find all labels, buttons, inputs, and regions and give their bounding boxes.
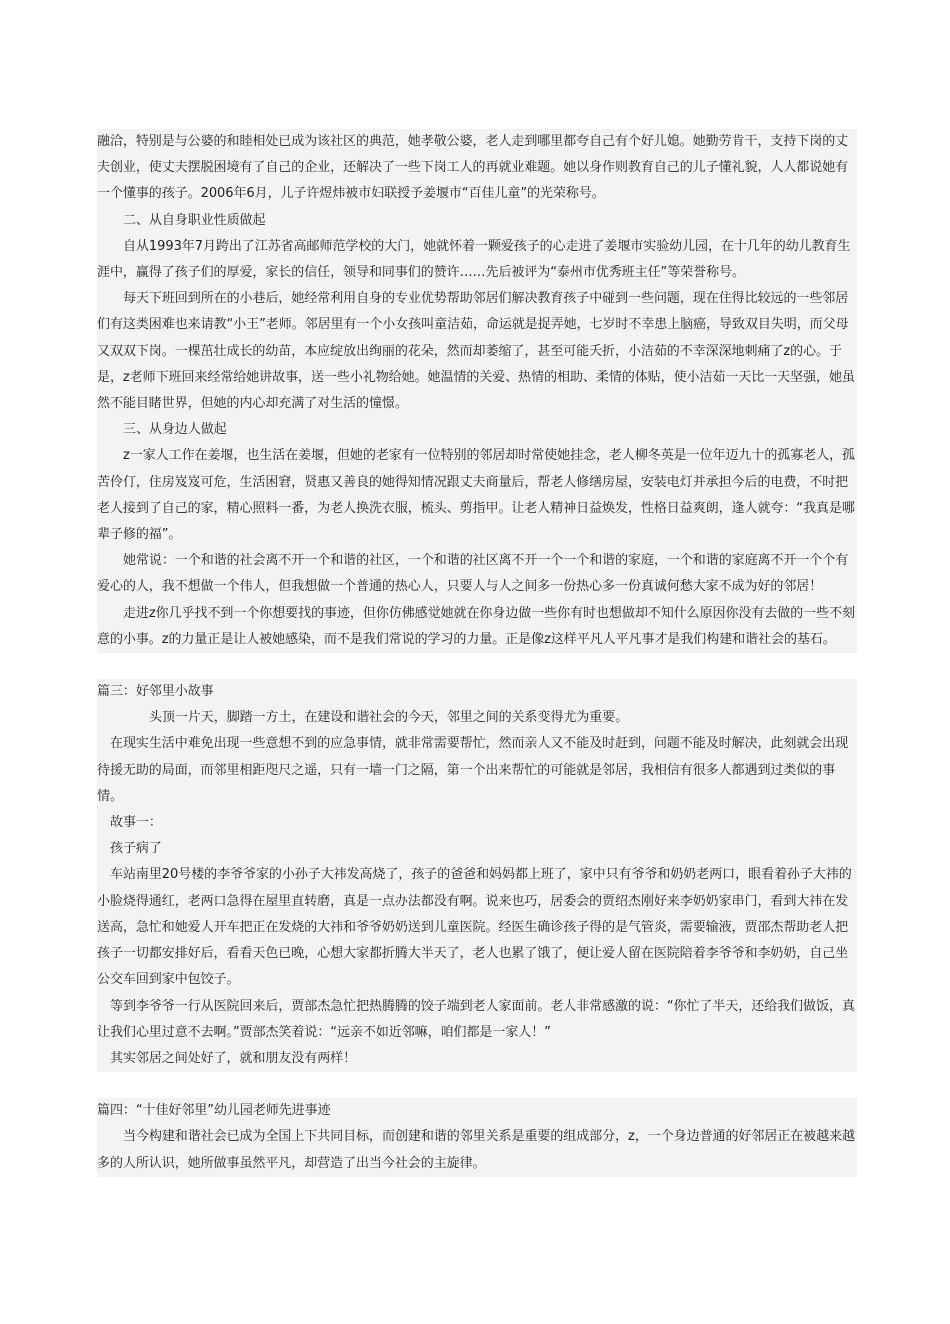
section-heading-profession: 二、从自身职业性质做起: [97, 208, 857, 234]
paragraph-ordinary-deeds: 走进z你几乎找不到一个你想要找的事迹，但你仿佛感觉她就在你身边做一些你有时也想做却不知什么原因你没有去做的一些不刻意的小事。z的力量正是让人被她感染，而不是我们常说的学习的力量。正是像z这样平凡人平凡事才是我们构建和谐社会的基石。: [97, 601, 857, 653]
story-title: 孩子病了: [97, 836, 857, 862]
paragraph-elderly-neighbor: z一家人工作在姜堰，也生活在姜堰，但她的老家有一位特别的邻居却时常使她挂念，老人柳冬英是一位年迈九十的孤寡老人，孤苦伶仃，住房岌岌可危，生活困窘，贤惠又善良的她得知情况跟丈夫商量后，帮老人修缮房屋，安装电灯并承担今后的电费，不时把老人接到了自己的家，精心照料一番，为老人换洗衣服，梳头、剪指甲。让老人精神日益焕发，性格日益爽朗，逢人就夸：“我真是哪辈子修的福”。: [97, 443, 857, 548]
chapter-title-4: 篇四：“十佳好邻里”幼儿园老师先进事迹: [97, 1098, 857, 1124]
paragraph-family-harmony: 融洽，特别是与公婆的和睦相处已成为该社区的典范，她孝敬公婆，老人走到哪里都夸自己有个好儿媳。她勤劳肯干，支持下岗的丈夫创业，使丈夫摆脱困境有了自己的企业，还解决了一些下岗工人的再就业难题。她以身作则教育自己的儿子懂礼貌，人人都说她有一个懂事的孩子。2006年6月，儿子许煜炜被市妇联授予姜堰市“百佳儿童”的光荣称号。: [97, 129, 857, 208]
paragraph-harmonious-society: 她常说：一个和谐的社会离不开一个和谐的社区，一个和谐的社区离不开一个一个和谐的家庭，一个和谐的家庭离不开一个个有爱心的人，我不想做一个伟人，但我想做一个普通的热心人，只要人与人之间多一份热心多一份真诚何愁大家不成为好的邻居！: [97, 548, 857, 600]
paragraph-neighbor-help: 每天下班回到所在的小巷后，她经常利用自身的专业优势帮助邻居们解决教育孩子中碰到一些问题，现在住得比较远的一些邻居们有这类困难也来请教“小王”老师。邻居里有一个小女孩叫童洁茹，命运就是捉弄她，七岁时不幸患上脑癌，导致双目失明，而父母又双双下岗。一棵茁壮成长的幼苗，本应绽放出绚丽的花朵，然而却萎缩了，甚至可能夭折，小洁茹的不幸深深地刺痛了z的心。于是，z老师下班回来经常给她讲故事，送一些小礼物给她。她温情的关爱、热情的相助、柔情的体贴，使小洁茹一天比一天坚强，她虽然不能目睹世界，但她的内心却充满了对生活的憧憬。: [97, 286, 857, 417]
paragraph-story-conclusion: 其实邻居之间处好了，就和朋友没有两样！: [97, 1046, 857, 1072]
paragraph-story-dumplings: 等到李爷爷一行从医院回来后，贾部杰急忙把热腾腾的饺子端到老人家面前。老人非常感激的说：“你忙了半天，还给我们做饭，真让我们心里过意不去啊。”贾部杰笑着说：“远亲不如近邻嘛，咱们都是一家人！”: [97, 994, 857, 1046]
section-spacer: [97, 653, 857, 679]
paragraph-chapter4-intro: 当今构建和谐社会已成为全国上下共同目标，而创建和谐的邻里关系是重要的组成部分，z，一个身边普通的好邻居正在被越来越多的人所认识，她所做事虽然平凡，却营造了出当今社会的主旋律。: [97, 1124, 857, 1176]
paragraph-emergencies: 在现实生活中难免出现一些意想不到的应急事情，就非常需要帮忙，然而亲人又不能及时赶到，问题不能及时解决，此刻就会出现待援无助的局面，而邻里相距咫尺之遥，只有一墙一门之隔，第一个出来帮忙的可能就是邻居，我相信有很多人都遇到过类似的事情。: [97, 731, 857, 810]
section-heading-people-around: 三、从身边人做起: [97, 417, 857, 443]
paragraph-career: 自从1993年7月跨出了江苏省高邮师范学校的大门，她就怀着一颗爱孩子的心走进了姜堰市实验幼儿园，在十几年的幼儿教育生涯中，赢得了孩子们的厚爱，家长的信任，领导和同事们的赞许……先后被评为“泰州市优秀班主任”等荣誉称号。: [97, 234, 857, 286]
paragraph-intro: 头顶一片天，脚踏一方土，在建设和谐社会的今天，邻里之间的关系变得尤为重要。: [97, 705, 857, 731]
document-body: [97, 129, 857, 1177]
chapter-title-3: 篇三：好邻里小故事: [97, 679, 857, 705]
story-label: 故事一：: [97, 810, 857, 836]
section-spacer: [97, 1072, 857, 1098]
paragraph-story-body: 车站南里20号楼的李爷爷家的小孙子大祎发高烧了，孩子的爸爸和妈妈都上班了，家中只有爷爷和奶奶老两口，眼看着孙子大祎的小脸烧得通红，老两口急得在屋里直转磨，真是一点办法都没有啊。说来也巧，居委会的贾绍杰刚好来李奶奶家串门，看到大祎在发送高，急忙和她爱人开车把正在发烧的大祎和爷爷奶奶送到儿童医院。经医生确诊孩子得的是气管炎，需要输液，贾邵杰帮助老人把孩子一切都安排好后，看看天色已晚，心想大家都折腾大半天了，老人也累了饿了，便让爱人留在医院陪着李爷爷和李奶奶，自己坐公交车回到家中包饺子。: [97, 862, 857, 993]
